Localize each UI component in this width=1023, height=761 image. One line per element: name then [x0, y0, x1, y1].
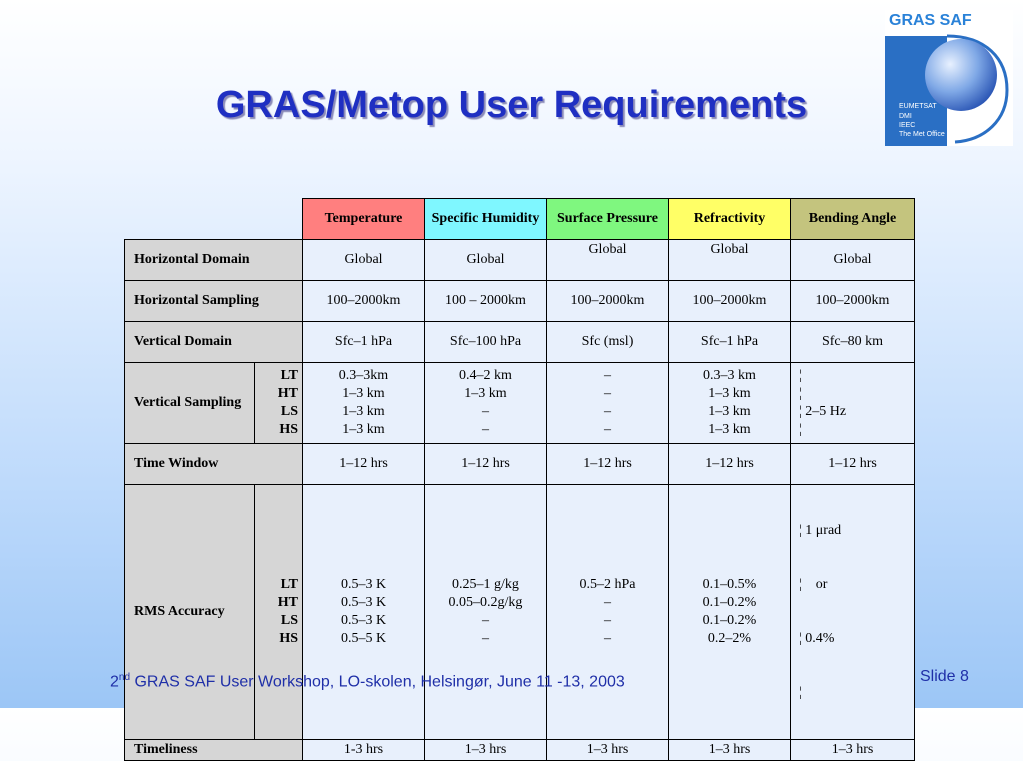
cell-line: 1–3 km [342, 404, 385, 419]
header-bending-angle: Bending Angle [791, 199, 915, 240]
cell-line: – [604, 631, 611, 646]
cell: 1–3 hrs [669, 740, 791, 761]
cell [547, 363, 669, 444]
cell-line: – [604, 368, 611, 383]
cell: Sfc–80 km [791, 322, 915, 363]
sublabel-ht: HT [277, 595, 298, 610]
cell-line: 0.3–3km [338, 368, 389, 383]
sublabel-lt: LT [280, 368, 298, 383]
cell-line: 0.05–0.2g/kg [448, 595, 523, 610]
cell-line: 0.5–5 K [340, 631, 387, 646]
cell-line: – [604, 404, 611, 419]
cell-line: 0.5–3 K [340, 577, 387, 592]
table-row [125, 740, 915, 761]
cell-line: – [604, 595, 611, 610]
cell-line: – [482, 422, 489, 437]
cell [303, 363, 425, 444]
table-row [125, 281, 915, 322]
cell-line: 0.1–0.2% [702, 595, 757, 610]
table-row [125, 322, 915, 363]
cell [791, 363, 915, 444]
cell: 1–3 hrs [547, 740, 669, 761]
cell [669, 363, 791, 444]
cell-line: 1–3 km [708, 422, 751, 437]
logo-org-metoffice: The Met Office [899, 131, 945, 138]
table-row [125, 363, 915, 444]
footer-text [110, 672, 625, 691]
cell-line: ¦ [799, 685, 802, 700]
cell-line: ¦ [799, 422, 802, 437]
cell-line: ¦ 0.4% [799, 631, 835, 646]
sublabels-vertical-sampling [255, 363, 303, 444]
cell [669, 485, 791, 740]
slide-number: Slide 8 [920, 668, 969, 685]
cell-line: – [482, 613, 489, 628]
sublabel-ht: HT [277, 386, 298, 401]
row-label-horizontal-domain: Horizontal Domain [125, 240, 303, 281]
cell [547, 485, 669, 740]
cell [425, 485, 547, 740]
header-surface-pressure: Surface Pressure [547, 199, 669, 240]
logo-org-ieec: IEEC [899, 122, 916, 129]
row-label-rms-accuracy: RMS Accuracy [125, 485, 255, 740]
header-specific-humidity: Specific Humidity [425, 199, 547, 240]
cell: Sfc–100 hPa [425, 322, 547, 363]
logo-text: GRAS SAF [889, 12, 972, 29]
cell: Global [669, 240, 791, 281]
cell-line: 1–3 km [342, 422, 385, 437]
cell-line: 0.1–0.5% [702, 577, 757, 592]
cell: 100 – 2000km [425, 281, 547, 322]
cell: 1–12 hrs [791, 444, 915, 485]
logo-org-eumetsat: EUMETSAT [899, 103, 937, 110]
cell: Global [791, 240, 915, 281]
cell: 1–3 hrs [791, 740, 915, 761]
cell: 100–2000km [791, 281, 915, 322]
cell: Sfc–1 hPa [669, 322, 791, 363]
footer-workshop: GRAS SAF User Workshop, LO-skolen, Helsingør, June 11 -13, 2003 [130, 673, 625, 691]
cell-line: 0.1–0.2% [702, 613, 757, 628]
cell: 100–2000km [547, 281, 669, 322]
cell-line: ¦ 2–5 Hz [799, 404, 847, 419]
table-row [125, 485, 915, 740]
row-label-vertical-domain: Vertical Domain [125, 322, 303, 363]
cell-line: 0.3–3 km [703, 368, 756, 383]
cell-line: – [482, 404, 489, 419]
cell: 100–2000km [303, 281, 425, 322]
cell: 1–12 hrs [669, 444, 791, 485]
cell: 1-3 hrs [303, 740, 425, 761]
header-refractivity: Refractivity [669, 199, 791, 240]
sublabels-rms-accuracy [255, 485, 303, 740]
cell-line: 1–3 km [708, 404, 751, 419]
sublabel-ls: LS [280, 613, 298, 628]
cell: 1–12 hrs [303, 444, 425, 485]
cell-line: ¦ [799, 386, 802, 401]
row-label-horizontal-sampling: Horizontal Sampling [125, 281, 303, 322]
cell: Sfc (msl) [547, 322, 669, 363]
cell-line: ¦ [799, 368, 802, 383]
table-row [125, 240, 915, 281]
cell: 1–12 hrs [547, 444, 669, 485]
sublabel-lt: LT [280, 577, 298, 592]
row-label-time-window: Time Window [125, 444, 303, 485]
cell-line: – [604, 613, 611, 628]
footer-ordinal-suffix: nd [118, 672, 131, 683]
gras-saf-logo [885, 10, 1013, 146]
cell-line: 0.5–3 K [340, 595, 387, 610]
cell-line: 0.25–1 g/kg [452, 577, 519, 592]
sublabel-ls: LS [280, 404, 298, 419]
cell: 100–2000km [669, 281, 791, 322]
cell-line: ¦ or [799, 577, 828, 592]
cell-line: 0.4–2 km [459, 368, 512, 383]
cell-line: – [604, 386, 611, 401]
cell: Sfc–1 hPa [303, 322, 425, 363]
cell-line: 0.2–2% [707, 631, 752, 646]
slide-title: GRAS/Metop User Requirements [215, 84, 808, 126]
cell: 1–3 hrs [425, 740, 547, 761]
cell: Global [303, 240, 425, 281]
cell-line: 1–3 km [464, 386, 507, 401]
cell-line: 0.5–2 hPa [579, 577, 636, 592]
corner-blank [125, 199, 303, 240]
cell: Global [425, 240, 547, 281]
cell-line: ¦ 1 μrad [799, 523, 842, 538]
table-row [125, 444, 915, 485]
header-temperature: Temperature [303, 199, 425, 240]
cell-line: – [482, 631, 489, 646]
cell [425, 363, 547, 444]
sublabel-hs: HS [279, 422, 298, 437]
cell-line: – [604, 422, 611, 437]
logo-org-dmi: DMI [899, 113, 912, 120]
cell-line: 1–3 km [342, 386, 385, 401]
table-header-row [125, 199, 915, 240]
cell: Global [547, 240, 669, 281]
cell-line: 1–3 km [708, 386, 751, 401]
cell-line: 0.5–3 K [340, 613, 387, 628]
footer-ordinal: 2 [110, 673, 119, 691]
row-label-vertical-sampling: Vertical Sampling [125, 363, 255, 444]
sublabel-hs: HS [279, 631, 298, 646]
cell: 1–12 hrs [425, 444, 547, 485]
cell [303, 485, 425, 740]
cell [791, 485, 915, 740]
row-label-timeliness: Timeliness [125, 740, 303, 761]
